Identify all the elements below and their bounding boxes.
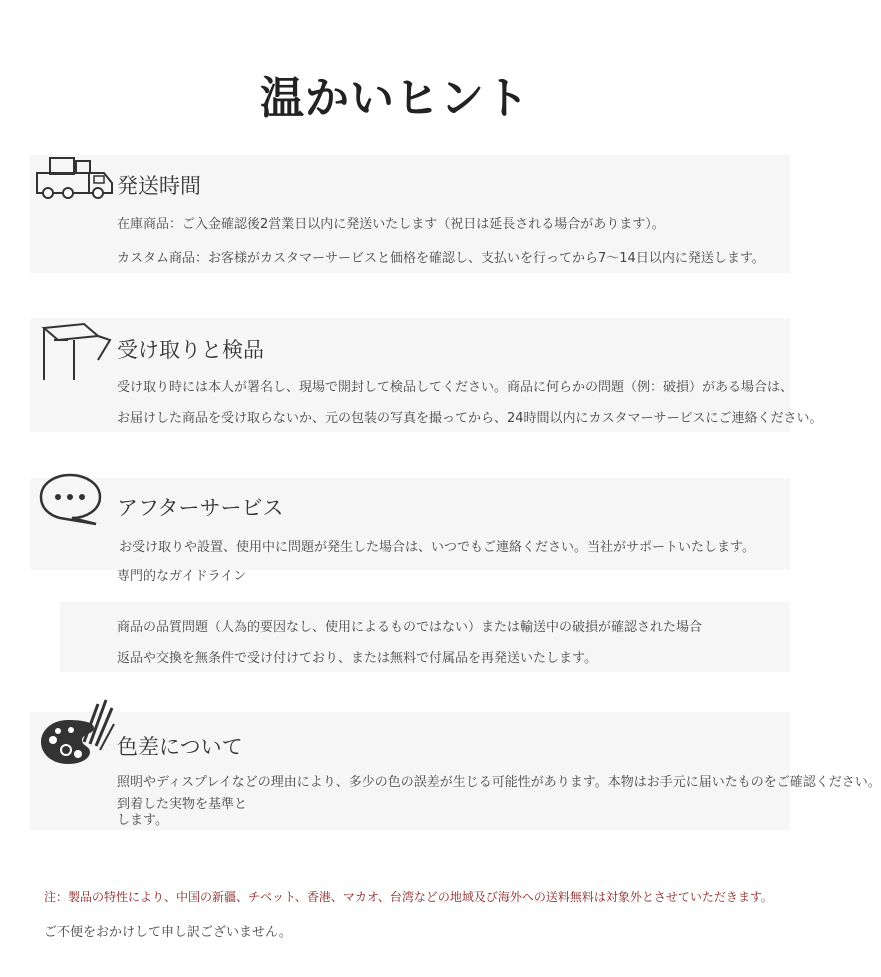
section-line: 到着した実物を基準とします。	[117, 797, 248, 828]
section-line: 在庫商品：ご入金確認後2営業日以内に発送いたします（祝日は延長される場合があります）。	[117, 217, 665, 232]
section-line: 返品や交換を無条件で受け付けており、または無料で付属品を再発送いたします。	[117, 651, 597, 666]
section-heading: 色差について	[117, 735, 243, 759]
shipping-exclusion-note: 注：製品の特性により、中国の新疆、チベット、香港、マカオ、台湾などの地域及び海外への送料無料は対象外とさせていただきます。	[44, 890, 773, 904]
apology-note: ご不便をおかけして申し訳ございません。	[44, 925, 292, 940]
section-line: お受け取りや設置、使用中に問題が発生した場合は、いつでもご連絡ください。当社がサポートいたします。	[119, 540, 755, 555]
section-line: カスタム商品：お客様がカスタマーサービスと価格を確認し、支払いを行ってから7〜14日以内に発送します。	[117, 251, 765, 266]
section-heading: 発送時間	[117, 174, 201, 198]
section-line: 商品の品質問題（人為的要因なし、使用によるものではない）または輸送中の破損が確認された場合	[117, 620, 703, 635]
section-line: 専門的なガイドライン	[117, 569, 247, 584]
section-line: 受け取り時には本人が署名し、現場で開封して検品してください。商品に何らかの問題（例：破損）がある場合は、	[117, 380, 794, 395]
page-title: 温かいヒント	[260, 73, 530, 124]
section-heading: アフターサービス	[117, 496, 284, 520]
palette-icon	[38, 698, 118, 768]
box-icon	[34, 320, 114, 386]
section-line: 照明やディスプレイなどの理由により、多少の色の誤差が生じる可能性があります。本物はお手元に届いたものをご確認ください。	[117, 775, 881, 790]
section-heading: 受け取りと検品	[117, 338, 264, 362]
section-line: お届けした商品を受け取らないか、元の包装の写真を撮ってから、24時間以内にカスタマーサービスにご連絡ください。	[117, 411, 823, 426]
truck-icon	[34, 155, 116, 201]
speech-bubble-icon	[38, 472, 104, 528]
